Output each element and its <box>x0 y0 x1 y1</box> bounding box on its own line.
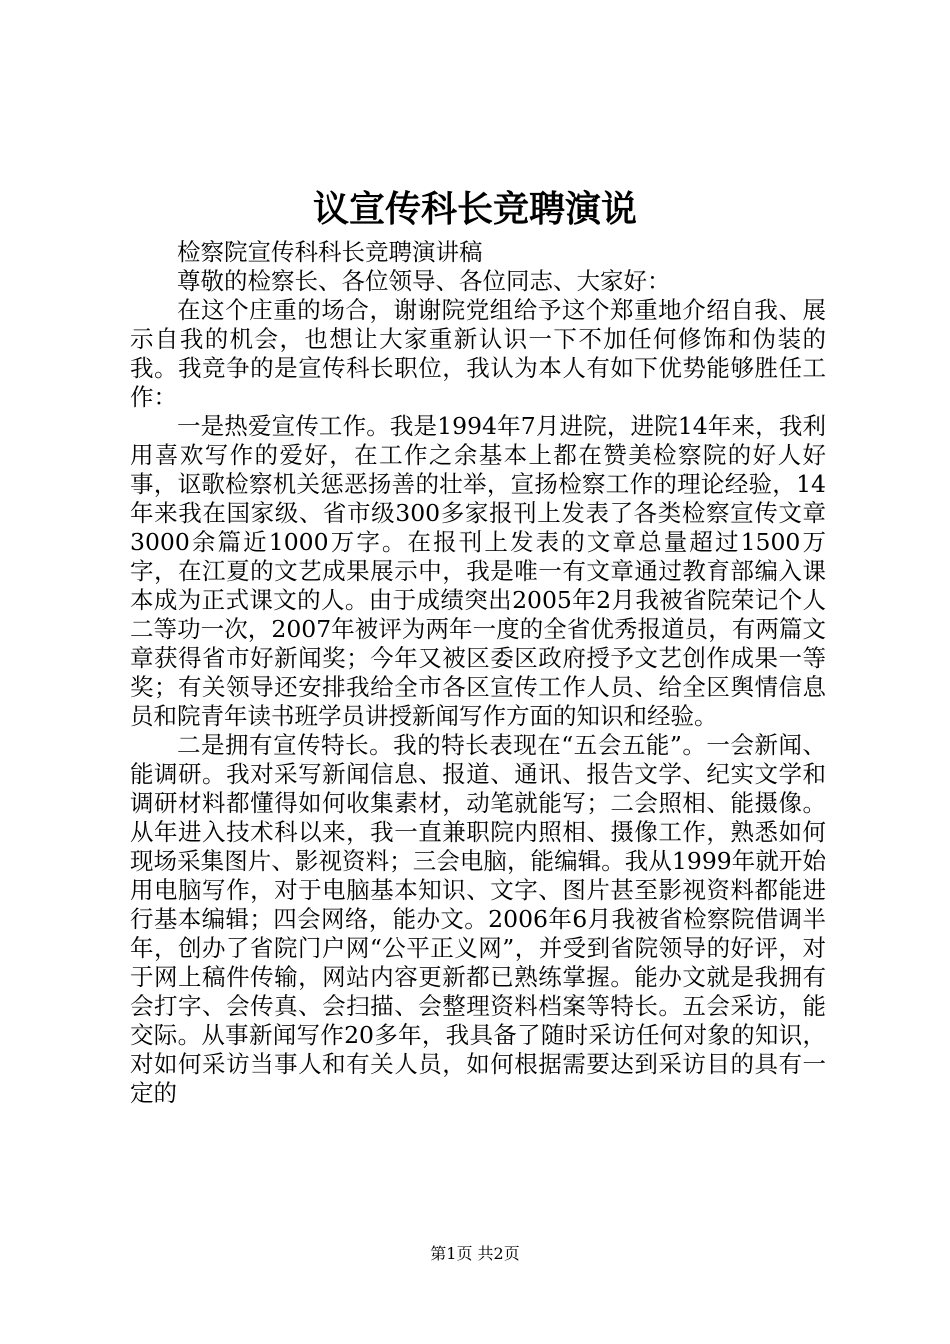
body-paragraph: 一是热爱宣传工作。我是1994年7月进院，进院14年来，我利用喜欢写作的爱好，在工作之余基本上都在赞美检察院的好人好事，讴歌检察机关惩恶扬善的壮举，宣扬检察工作的理论经验，14年来我在国家级、省市级300多家报刊上发表了各类检察宣传文章3000余篇近1000万字。在报刊上发表的文章总量超过1500万字，在江夏的文艺成果展示中，我是唯一有文章通过教育部编入课本成为正式课文的人。由于成绩突出2005年2月我被省院荣记个人二等功一次，2007年被评为两年一度的全省优秀报道员，有两篇文章获得省市好新闻奖；今年又被区委区政府授予文艺创作成果一等奖；有关领导还安排我给全市各区宣传工作人员、给全区舆情信息员和院青年读书班学员讲授新闻写作方面的知识和经验。 <box>130 412 826 730</box>
document-body <box>130 238 826 1108</box>
subtitle-paragraph: 检察院宣传科科长竞聘演讲稿 <box>177 238 483 266</box>
body-paragraph: 二是拥有宣传特长。我的特长表现在“五会五能”。一会新闻、能调研。我对采写新闻信息、报道、通讯、报告文学、纪实文学和调研材料都懂得如何收集素材，动笔就能写；二会照相、能摄像。从年进入技术科以来，我一直兼职院内照相、摄像工作，熟悉如何现场采集图片、影视资料；三会电脑，能编辑。我从1999年就开始用电脑写作，对于电脑基本知识、文字、图片甚至影视资料都能进行基本编辑；四会网络，能办文。2006年6月我被省检察院借调半年，创办了省院门户网“公平正义网”，并受到省院领导的好评，对于网上稿件传输，网站内容更新都已熟练掌握。能办文就是我拥有会打字、会传真、会扫描、会整理资料档案等特长。五会采访，能交际。从事新闻写作20多年，我具备了随时采访任何对象的知识，对如何采访当事人和有关人员，如何根据需要达到采访目的具有一定的 <box>130 731 826 1107</box>
page-number-footer: 第1页 共2页 <box>430 1244 520 1263</box>
salutation-paragraph: 尊敬的检察长、各位领导、各位同志、大家好： <box>177 267 671 295</box>
document-title: 议宣传科长竞聘演说 <box>312 188 637 230</box>
intro-paragraph: 在这个庄重的场合，谢谢院党组给予这个郑重地介绍自我、展示自我的机会，也想让大家重新认识一下不加任何修饰和伪装的我。我竞争的是宣传科长职位，我认为本人有如下优势能够胜任工作： <box>130 296 826 411</box>
